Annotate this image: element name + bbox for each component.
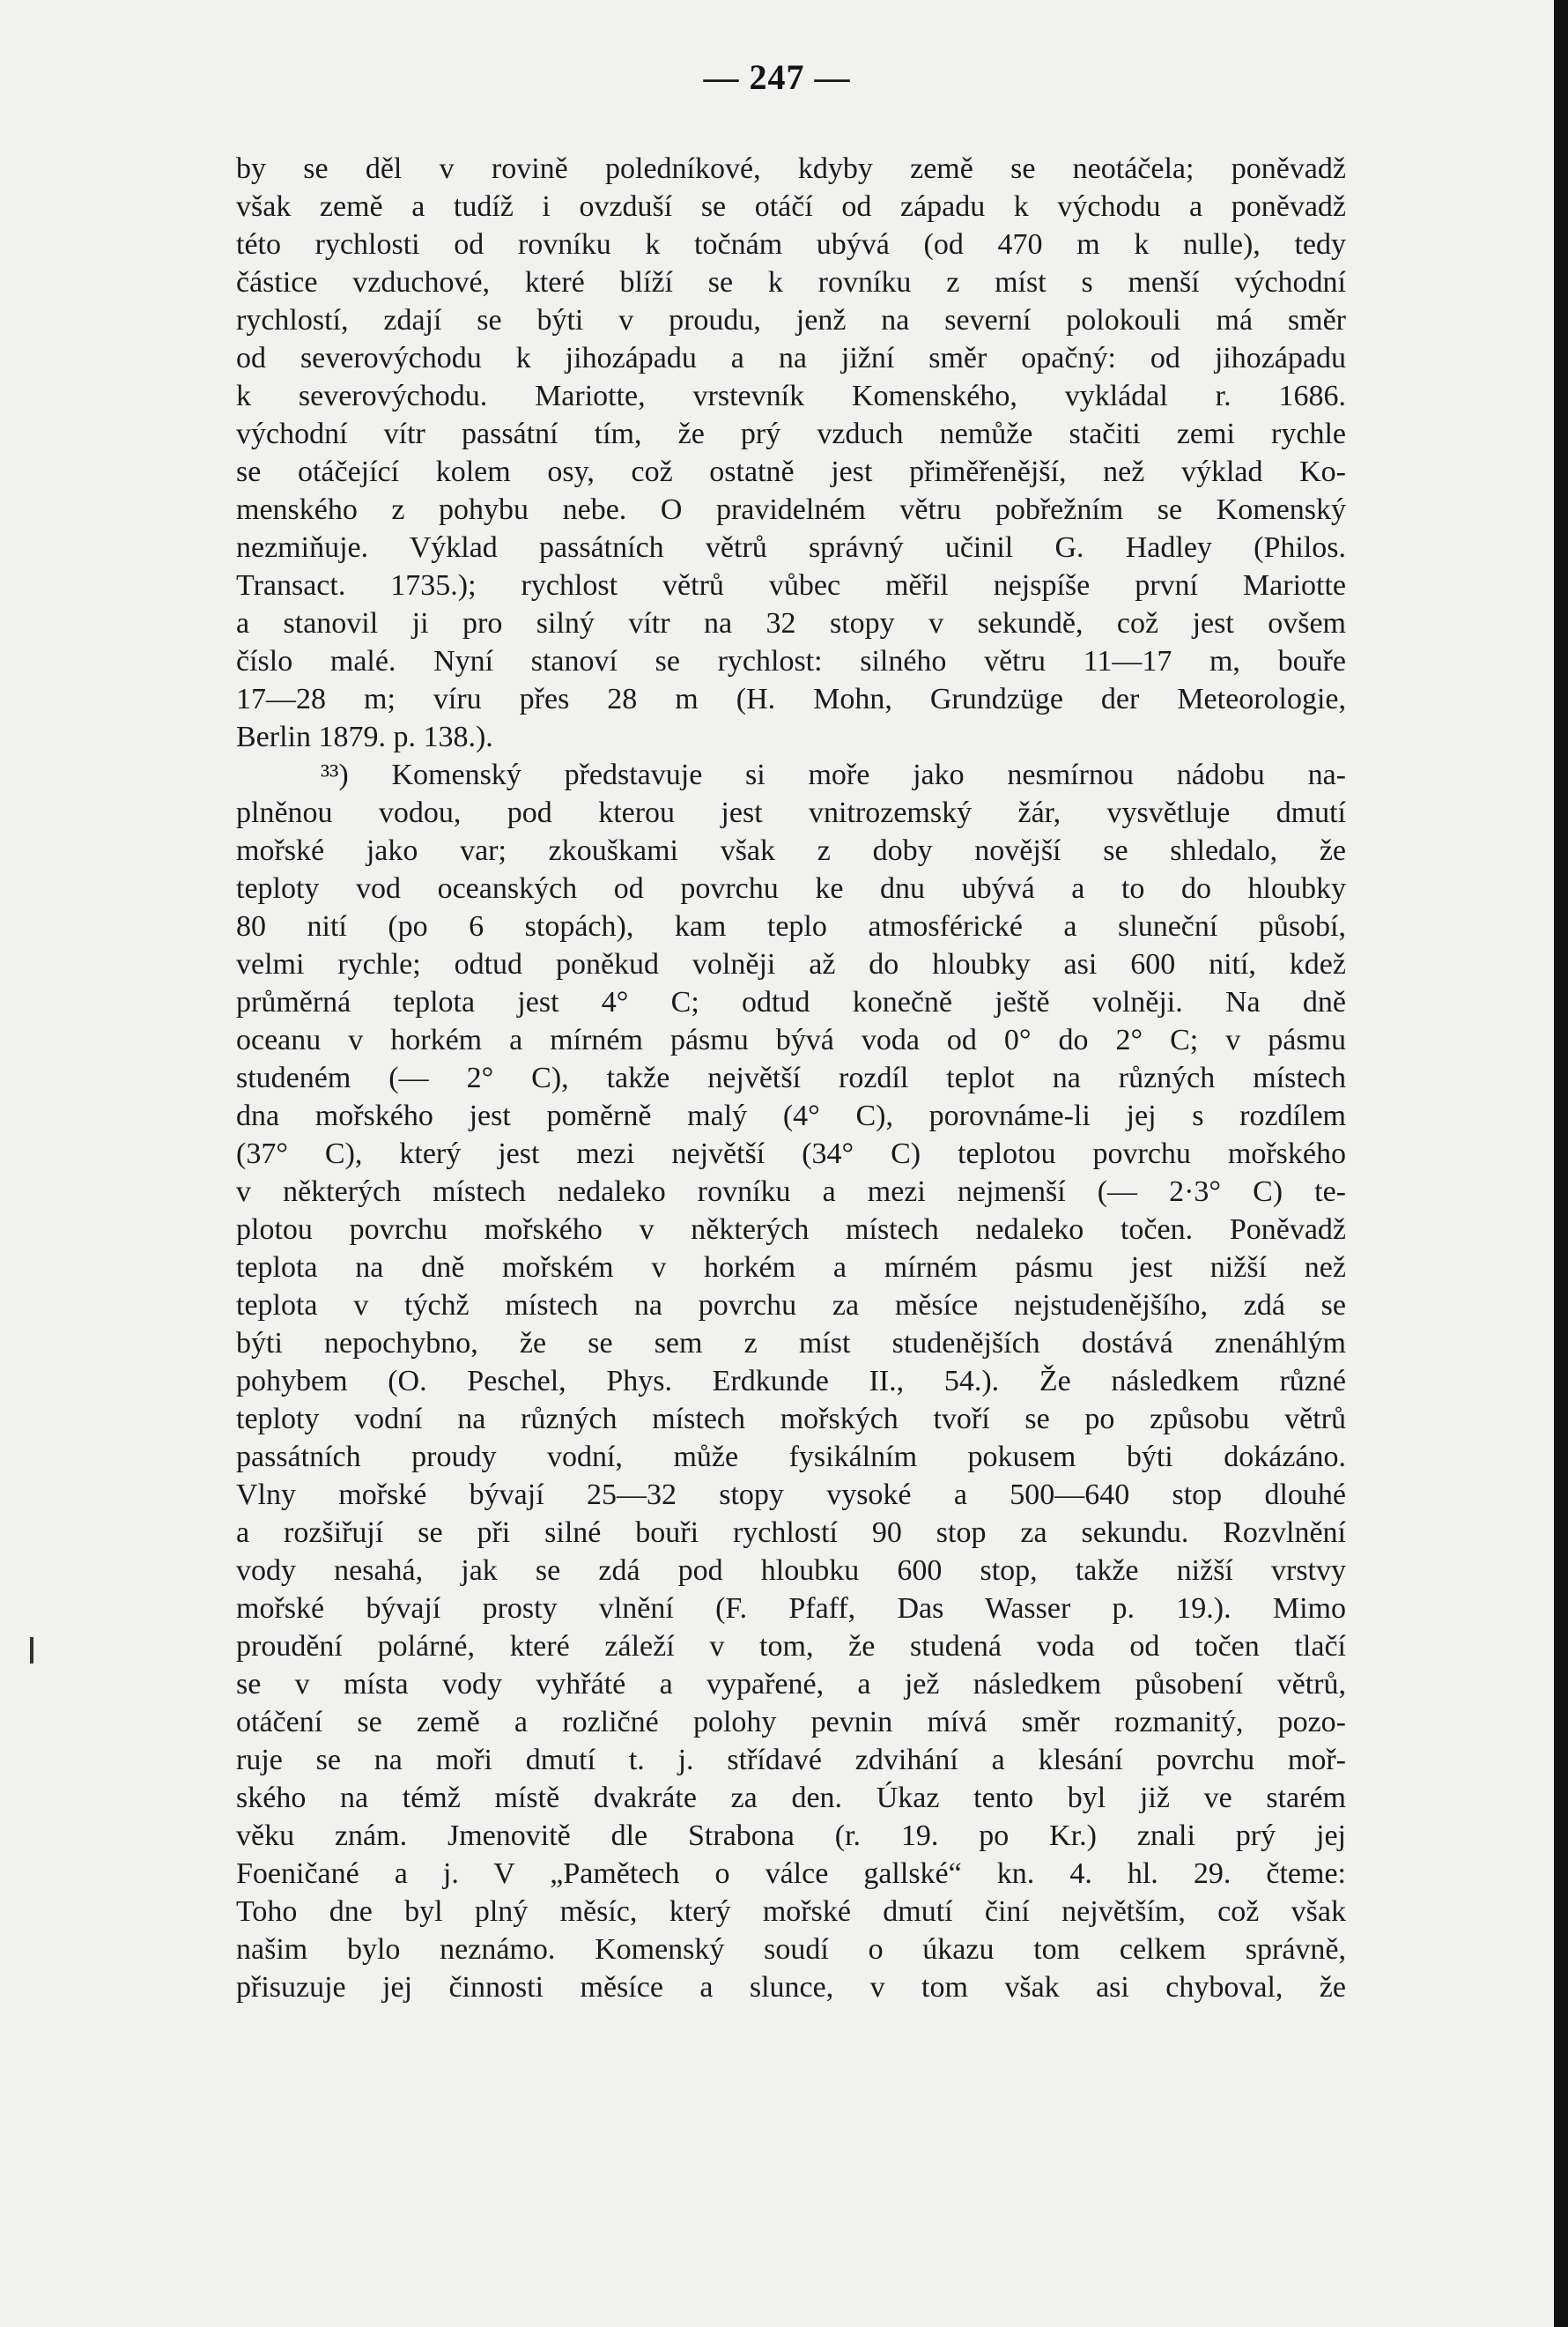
text-line: teplota na dně mořském v horkém a mírném pásmu jest nižší než bbox=[236, 1251, 1346, 1284]
text-line: ského na témž místě dvakráte za den. Úkaz tento byl již ve starém bbox=[236, 1782, 1346, 1814]
text-line: býti nepochybno, že se sem z míst studenějších dostává znenáhlým bbox=[236, 1327, 1346, 1360]
text-line: Transact. 1735.); rychlost větrů vůbec měřil nejspíše první Mariotte bbox=[236, 569, 1346, 602]
text-line: proudění polárné, které záleží v tom, že studená voda od točen tlačí bbox=[236, 1630, 1346, 1663]
text-line: částice vzduchové, které blíží se k rovníku z míst s menší východní bbox=[236, 266, 1346, 299]
text-line: nezmiňuje. Výklad passátních větrů správný učinil G. Hadley (Philos. bbox=[236, 531, 1346, 564]
text-line: plotou povrchu mořského v některých místech nedaleko točen. Poněvadž bbox=[236, 1213, 1346, 1246]
text-line: rychlostí, zdají se býti v proudu, jenž na severní polokouli má směr bbox=[236, 304, 1346, 337]
text-line: průměrná teplota jest 4° C; odtud konečně ještě volněji. Na dně bbox=[236, 986, 1346, 1019]
text-line: Foeničané a j. V „Pamětech o válce gallské“ kn. 4. hl. 29. čteme: bbox=[236, 1857, 1346, 1890]
text-line: teploty vodní na různých místech mořských tvoří se po způsobu větrů bbox=[236, 1403, 1346, 1435]
text-line: Vlny mořské bývají 25—32 stopy vysoké a 500—640 stop dlouhé bbox=[236, 1478, 1346, 1511]
text-line: Toho dne byl plný měsíc, který mořské dmutí činí největším, což však bbox=[236, 1895, 1346, 1928]
scan-edge bbox=[1554, 0, 1568, 2327]
text-line: teploty vod oceanských od povrchu ke dnu ubývá a to do hloubky bbox=[236, 872, 1346, 905]
text-line: vody nesahá, jak se zdá pod hloubku 600 stop, takže nižší vrstvy bbox=[236, 1554, 1346, 1587]
text-line: plněnou vodou, pod kterou jest vnitrozemský žár, vysvětluje dmutí bbox=[236, 797, 1346, 829]
text-line: číslo malé. Nyní stanoví se rychlost: silného větru 11—17 m, bouře bbox=[236, 645, 1346, 678]
text-line: se otáčející kolem osy, což ostatně jest přiměřenější, než výklad Ko- bbox=[236, 456, 1346, 488]
text-line: velmi rychle; odtud poněkud volněji až do hloubky asi 600 nití, kdež bbox=[236, 948, 1346, 981]
body-text bbox=[236, 150, 1346, 2006]
text-line: studeném (— 2° C), takže největší rozdíl teplot na různých místech bbox=[236, 1062, 1346, 1094]
text-line: našim bylo neznámo. Komenský soudí o úkazu tom celkem správně, bbox=[236, 1933, 1346, 1966]
text-line: dna mořského jest poměrně malý (4° C), porovnáme-li jej s rozdílem bbox=[236, 1100, 1346, 1132]
text-line: menského z pohybu nebe. O pravidelném větru pobřežním se Komenský bbox=[236, 493, 1346, 526]
text-line: passátních proudy vodní, může fysikálním pokusem býti dokázáno. bbox=[236, 1441, 1346, 1473]
text-line: a stanovil ji pro silný vítr na 32 stopy v sekundě, což jest ovšem bbox=[236, 607, 1346, 640]
text-line: 80 nití (po 6 stopách), kam teplo atmosférické a sluneční působí, bbox=[236, 910, 1346, 943]
text-line: by se děl v rovině poledníkové, kdyby země se neotáčela; poněvadž bbox=[236, 152, 1346, 185]
footnote-start-line: ³³) Komenský představuje si moře jako nesmírnou nádobu na- bbox=[321, 759, 1346, 791]
margin-mark bbox=[30, 1637, 33, 1664]
text-line: v některých místech nedaleko rovníku a mezi nejmenší (— 2·3° C) te- bbox=[236, 1175, 1346, 1208]
text-line: východní vítr passátní tím, že prý vzduch nemůže stačiti zemi rychle bbox=[236, 418, 1346, 450]
text-line: k severovýchodu. Mariotte, vrstevník Komenského, vykládal r. 1686. bbox=[236, 380, 1346, 412]
text-line: mořské bývají prosty vlnění (F. Pfaff, Das Wasser p. 19.). Mimo bbox=[236, 1592, 1346, 1625]
text-line: této rychlosti od rovníku k točnám ubývá (od 470 m k nulle), tedy bbox=[236, 228, 1346, 261]
text-line: 17—28 m; víru přes 28 m (H. Mohn, Grundzüge der Meteorologie, bbox=[236, 683, 1346, 715]
text-line: oceanu v horkém a mírném pásmu bývá voda od 0° do 2° C; v pásmu bbox=[236, 1024, 1346, 1056]
text-line: věku znám. Jmenovitě dle Strabona (r. 19. po Kr.) znali prý jej bbox=[236, 1819, 1346, 1852]
text-line: Berlin 1879. p. 138.). bbox=[236, 721, 493, 753]
text-line: od severovýchodu k jihozápadu a na jižní směr opačný: od jihozápadu bbox=[236, 342, 1346, 374]
text-line: (37° C), který jest mezi největší (34° C) teplotou povrchu mořského bbox=[236, 1138, 1346, 1170]
page-number: — 247 — bbox=[703, 57, 851, 97]
text-line: mořské jako var; zkouškami však z doby novější se shledalo, že bbox=[236, 834, 1346, 867]
text-line: však země a tudíž i ovzduší se otáčí od západu k východu a poněvadž bbox=[236, 190, 1346, 223]
text-line: teplota v týchž místech na povrchu za měsíce nejstudenějšího, zdá se bbox=[236, 1289, 1346, 1322]
text-line: a rozšiřují se při silné bouři rychlostí 90 stop za sekundu. Rozvlnění bbox=[236, 1516, 1346, 1549]
text-line: otáčení se země a rozličné polohy pevnin mívá směr rozmanitý, pozo- bbox=[236, 1706, 1346, 1738]
text-line: pohybem (O. Peschel, Phys. Erdkunde II., 54.). Že následkem různé bbox=[236, 1365, 1346, 1397]
text-line: ruje se na moři dmutí t. j. střídavé zdvihání a klesání povrchu moř- bbox=[236, 1744, 1346, 1776]
text-line: přisuzuje jej činnosti měsíce a slunce, v tom však asi chyboval, že bbox=[236, 1971, 1346, 2004]
text-line: se v místa vody vyhřáté a vypařené, a jež následkem působení větrů, bbox=[236, 1668, 1346, 1701]
